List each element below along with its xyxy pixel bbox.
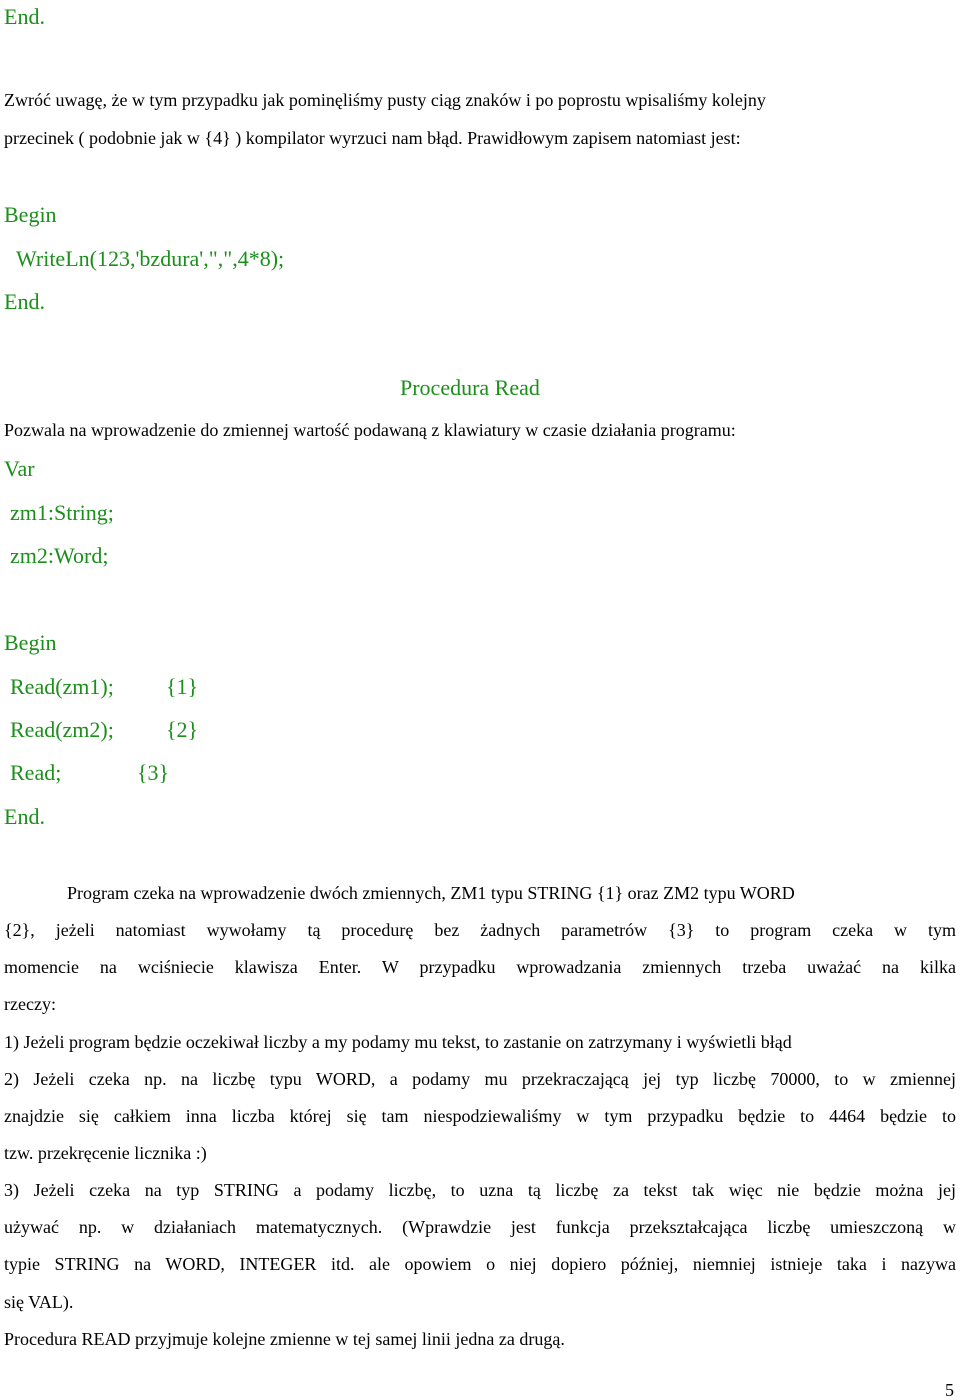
- note-line-2: przecinek ( podobnie jak w {4} ) kompilator wyrzuci nam błąd. Prawidłowym zapisem natomiast jest:: [4, 128, 741, 148]
- code-comment-2: {2}: [166, 717, 199, 742]
- code-zm2-decl: zm2:Word;: [10, 543, 109, 568]
- code-writeln: WriteLn(123,'bzdura',",",4*8);: [16, 246, 285, 271]
- list-item-3-line-4: się VAL).: [4, 1292, 74, 1312]
- code-read-zm1: Read(zm1);: [10, 674, 114, 699]
- section-heading: Procedura Read: [400, 375, 540, 400]
- code-read: Read;: [10, 760, 62, 785]
- list-item-2-line-2: znajdzie się całkiem inna liczba której się tam niespodziewaliśmy w tym przypadku będzie to 4464 będzie to: [4, 1106, 956, 1126]
- code-begin: Begin: [4, 202, 57, 227]
- code-end: End.: [4, 289, 45, 314]
- code-comment-1: {1}: [166, 674, 199, 699]
- paragraph-line-3: momencie na wciśniecie klawisza Enter. W przypadku wprowadzania zmiennych trzeba uważać na kilka: [4, 957, 956, 977]
- page-number: 5: [945, 1380, 954, 1400]
- code-begin-2: Begin: [4, 630, 57, 655]
- paragraph-line-2: {2}, jeżeli natomiast wywołamy tą procedurę bez żadnych parametrów {3} to program czeka w tym: [4, 920, 956, 940]
- section-intro: Pozwala na wprowadzenie do zmiennej wartość podawaną z klawiatury w czasie działania programu:: [4, 420, 736, 440]
- code-comment-3: {3}: [137, 760, 170, 785]
- code-read-zm2: Read(zm2);: [10, 717, 114, 742]
- list-item-3-line-1: 3) Jeżeli czeka na typ STRING a podamy liczbę, to uzna tą liczbę za tekst tak więc nie będzie można jej: [4, 1180, 956, 1200]
- note-line-1: Zwróć uwagę, że w tym przypadku jak pominęliśmy pusty ciąg znaków i po poprostu wpisaliśmy kolejny: [4, 90, 766, 110]
- paragraph-line-4: rzeczy:: [4, 994, 56, 1014]
- list-item-2-line-1: 2) Jeżeli czeka np. na liczbę typu WORD, a podamy mu przekraczającą jej typ liczbę 70000, to w zmiennej: [4, 1069, 956, 1089]
- code-var: Var: [4, 456, 35, 481]
- paragraph-line-1: Program czeka na wprowadzenie dwóch zmiennych, ZM1 typu STRING {1} oraz ZM2 typu WORD: [67, 883, 795, 903]
- list-item-1: 1) Jeżeli program będzie oczekiwał liczby a my podamy mu tekst, to zastanie on zatrzymany i wyświetli błąd: [4, 1032, 792, 1052]
- list-item-3-line-3: typie STRING na WORD, INTEGER itd. ale opowiem o niej dopiero później, niemniej istnieje taka i nazywa: [4, 1254, 956, 1274]
- list-item-2-line-3: tzw. przekręcenie licznika :): [4, 1143, 207, 1163]
- closing-sentence: Procedura READ przyjmuje kolejne zmienne w tej samej linii jedna za drugą.: [4, 1329, 565, 1349]
- code-zm1-decl: zm1:String;: [10, 500, 114, 525]
- list-item-3-line-2: używać np. w działaniach matematycznych. (Wprawdzie jest funkcja przekształcająca liczbę umieszczoną w: [4, 1217, 956, 1237]
- code-end-2: End.: [4, 804, 45, 829]
- code-end-top: End.: [4, 4, 45, 29]
